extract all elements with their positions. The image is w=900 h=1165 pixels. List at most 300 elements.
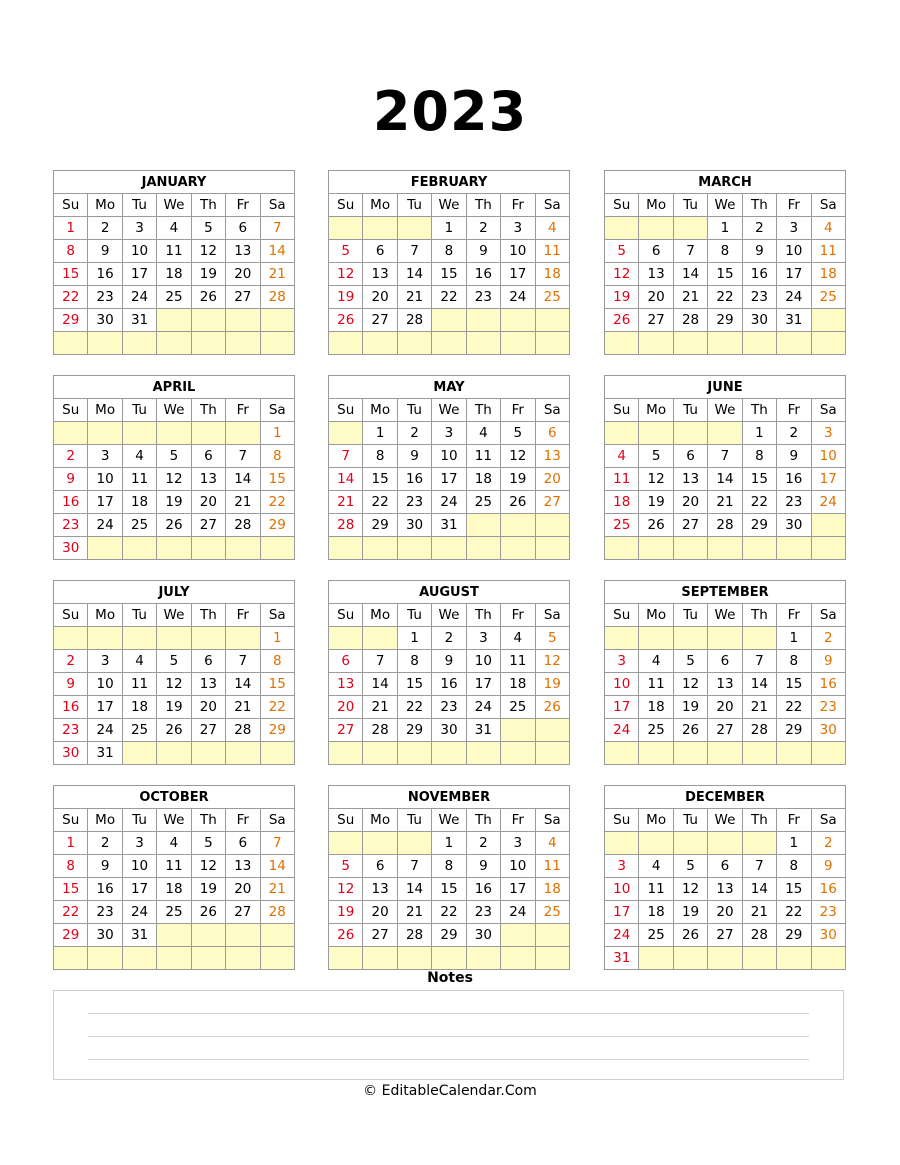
day-cell[interactable]: 10 (466, 650, 500, 673)
day-cell[interactable]: 23 (397, 491, 431, 514)
day-cell[interactable]: 24 (811, 491, 845, 514)
day-cell[interactable]: 14 (226, 468, 260, 491)
day-cell[interactable]: 28 (226, 719, 260, 742)
day-cell[interactable]: 9 (742, 240, 776, 263)
day-cell[interactable]: 14 (397, 263, 431, 286)
day-cell[interactable]: 28 (742, 924, 776, 947)
day-cell[interactable]: 16 (54, 696, 88, 719)
day-cell[interactable]: 14 (742, 673, 776, 696)
day-cell[interactable]: 17 (501, 263, 535, 286)
day-cell[interactable]: 19 (535, 673, 569, 696)
day-cell[interactable]: 2 (88, 217, 122, 240)
day-cell[interactable]: 31 (88, 742, 122, 765)
day-cell[interactable]: 15 (363, 468, 397, 491)
day-cell[interactable]: 1 (260, 422, 294, 445)
day-cell[interactable]: 5 (673, 650, 707, 673)
day-cell[interactable]: 29 (397, 719, 431, 742)
day-cell[interactable]: 31 (466, 719, 500, 742)
day-cell[interactable]: 28 (226, 514, 260, 537)
day-cell[interactable]: 5 (501, 422, 535, 445)
day-cell[interactable]: 17 (605, 901, 639, 924)
day-cell[interactable]: 9 (88, 855, 122, 878)
day-cell[interactable]: 11 (122, 673, 156, 696)
day-cell[interactable]: 14 (708, 468, 742, 491)
day-cell[interactable]: 24 (777, 286, 811, 309)
day-cell[interactable]: 2 (88, 832, 122, 855)
day-cell[interactable]: 18 (501, 673, 535, 696)
day-cell[interactable]: 1 (432, 832, 466, 855)
day-cell[interactable]: 25 (157, 286, 191, 309)
day-cell[interactable]: 4 (639, 855, 673, 878)
day-cell[interactable]: 16 (466, 878, 500, 901)
day-cell[interactable]: 29 (54, 309, 88, 332)
day-cell[interactable]: 29 (260, 514, 294, 537)
day-cell[interactable]: 19 (157, 491, 191, 514)
day-cell[interactable]: 10 (88, 468, 122, 491)
day-cell[interactable]: 10 (432, 445, 466, 468)
day-cell[interactable]: 31 (777, 309, 811, 332)
day-cell[interactable]: 16 (432, 673, 466, 696)
day-cell[interactable]: 20 (191, 696, 225, 719)
day-cell[interactable]: 31 (605, 947, 639, 970)
day-cell[interactable]: 18 (535, 878, 569, 901)
day-cell[interactable]: 16 (811, 878, 845, 901)
day-cell[interactable]: 8 (777, 855, 811, 878)
day-cell[interactable]: 11 (501, 650, 535, 673)
day-cell[interactable]: 28 (363, 719, 397, 742)
day-cell[interactable]: 30 (397, 514, 431, 537)
day-cell[interactable]: 30 (811, 924, 845, 947)
day-cell[interactable]: 17 (122, 263, 156, 286)
day-cell[interactable]: 4 (157, 217, 191, 240)
day-cell[interactable]: 12 (157, 673, 191, 696)
day-cell[interactable]: 10 (777, 240, 811, 263)
day-cell[interactable]: 12 (639, 468, 673, 491)
day-cell[interactable]: 3 (501, 832, 535, 855)
day-cell[interactable]: 9 (54, 468, 88, 491)
day-cell[interactable]: 26 (605, 309, 639, 332)
day-cell[interactable]: 27 (226, 286, 260, 309)
day-cell[interactable]: 7 (363, 650, 397, 673)
day-cell[interactable]: 8 (54, 855, 88, 878)
day-cell[interactable]: 6 (639, 240, 673, 263)
day-cell[interactable]: 7 (742, 855, 776, 878)
day-cell[interactable]: 12 (673, 673, 707, 696)
day-cell[interactable]: 23 (54, 719, 88, 742)
day-cell[interactable]: 4 (157, 832, 191, 855)
day-cell[interactable]: 5 (191, 217, 225, 240)
day-cell[interactable]: 2 (742, 217, 776, 240)
day-cell[interactable]: 31 (122, 309, 156, 332)
day-cell[interactable]: 9 (466, 240, 500, 263)
day-cell[interactable]: 19 (673, 901, 707, 924)
day-cell[interactable]: 28 (708, 514, 742, 537)
day-cell[interactable]: 25 (639, 719, 673, 742)
day-cell[interactable]: 15 (432, 878, 466, 901)
day-cell[interactable]: 9 (811, 855, 845, 878)
day-cell[interactable]: 22 (397, 696, 431, 719)
day-cell[interactable]: 30 (54, 537, 88, 560)
day-cell[interactable]: 17 (88, 491, 122, 514)
day-cell[interactable]: 18 (122, 491, 156, 514)
day-cell[interactable]: 16 (54, 491, 88, 514)
day-cell[interactable]: 2 (54, 650, 88, 673)
day-cell[interactable]: 22 (432, 901, 466, 924)
day-cell[interactable]: 28 (673, 309, 707, 332)
day-cell[interactable]: 22 (742, 491, 776, 514)
day-cell[interactable]: 14 (329, 468, 363, 491)
day-cell[interactable]: 28 (260, 901, 294, 924)
day-cell[interactable]: 19 (191, 878, 225, 901)
day-cell[interactable]: 27 (639, 309, 673, 332)
day-cell[interactable]: 26 (673, 924, 707, 947)
day-cell[interactable]: 27 (535, 491, 569, 514)
day-cell[interactable]: 17 (466, 673, 500, 696)
day-cell[interactable]: 21 (226, 696, 260, 719)
day-cell[interactable]: 26 (501, 491, 535, 514)
day-cell[interactable]: 18 (466, 468, 500, 491)
day-cell[interactable]: 7 (673, 240, 707, 263)
day-cell[interactable]: 8 (54, 240, 88, 263)
day-cell[interactable]: 3 (605, 855, 639, 878)
day-cell[interactable]: 3 (88, 445, 122, 468)
day-cell[interactable]: 7 (708, 445, 742, 468)
day-cell[interactable]: 24 (88, 719, 122, 742)
day-cell[interactable]: 9 (777, 445, 811, 468)
day-cell[interactable]: 21 (260, 878, 294, 901)
day-cell[interactable]: 19 (329, 901, 363, 924)
day-cell[interactable]: 30 (432, 719, 466, 742)
day-cell[interactable]: 7 (260, 217, 294, 240)
day-cell[interactable]: 6 (673, 445, 707, 468)
day-cell[interactable]: 23 (811, 901, 845, 924)
day-cell[interactable]: 18 (535, 263, 569, 286)
day-cell[interactable]: 15 (777, 673, 811, 696)
day-cell[interactable]: 29 (363, 514, 397, 537)
day-cell[interactable]: 6 (708, 650, 742, 673)
day-cell[interactable]: 20 (673, 491, 707, 514)
day-cell[interactable]: 29 (708, 309, 742, 332)
day-cell[interactable]: 20 (708, 901, 742, 924)
day-cell[interactable]: 19 (639, 491, 673, 514)
day-cell[interactable]: 4 (535, 217, 569, 240)
day-cell[interactable]: 13 (191, 673, 225, 696)
day-cell[interactable]: 14 (260, 855, 294, 878)
day-cell[interactable]: 24 (605, 924, 639, 947)
day-cell[interactable]: 27 (191, 514, 225, 537)
day-cell[interactable]: 26 (191, 901, 225, 924)
day-cell[interactable]: 22 (363, 491, 397, 514)
day-cell[interactable]: 5 (329, 855, 363, 878)
day-cell[interactable]: 25 (122, 719, 156, 742)
day-cell[interactable]: 25 (122, 514, 156, 537)
day-cell[interactable]: 22 (260, 491, 294, 514)
day-cell[interactable]: 25 (535, 901, 569, 924)
day-cell[interactable]: 22 (54, 286, 88, 309)
day-cell[interactable]: 15 (777, 878, 811, 901)
day-cell[interactable]: 18 (157, 878, 191, 901)
day-cell[interactable]: 4 (811, 217, 845, 240)
day-cell[interactable]: 12 (191, 855, 225, 878)
day-cell[interactable]: 10 (811, 445, 845, 468)
day-cell[interactable]: 14 (742, 878, 776, 901)
day-cell[interactable]: 25 (501, 696, 535, 719)
day-cell[interactable]: 3 (777, 217, 811, 240)
day-cell[interactable]: 13 (363, 263, 397, 286)
day-cell[interactable]: 12 (501, 445, 535, 468)
day-cell[interactable]: 16 (811, 673, 845, 696)
day-cell[interactable]: 10 (501, 240, 535, 263)
day-cell[interactable]: 24 (605, 719, 639, 742)
day-cell[interactable]: 22 (432, 286, 466, 309)
day-cell[interactable]: 23 (54, 514, 88, 537)
day-cell[interactable]: 8 (260, 650, 294, 673)
day-cell[interactable]: 16 (88, 878, 122, 901)
day-cell[interactable]: 4 (639, 650, 673, 673)
day-cell[interactable]: 10 (88, 673, 122, 696)
day-cell[interactable]: 5 (157, 445, 191, 468)
day-cell[interactable]: 22 (708, 286, 742, 309)
day-cell[interactable]: 6 (191, 445, 225, 468)
day-cell[interactable]: 24 (501, 901, 535, 924)
day-cell[interactable]: 22 (54, 901, 88, 924)
day-cell[interactable]: 28 (397, 309, 431, 332)
day-cell[interactable]: 21 (742, 696, 776, 719)
day-cell[interactable]: 29 (777, 719, 811, 742)
day-cell[interactable]: 22 (777, 696, 811, 719)
day-cell[interactable]: 6 (708, 855, 742, 878)
day-cell[interactable]: 12 (605, 263, 639, 286)
day-cell[interactable]: 19 (605, 286, 639, 309)
day-cell[interactable]: 10 (605, 673, 639, 696)
day-cell[interactable]: 5 (329, 240, 363, 263)
day-cell[interactable]: 20 (639, 286, 673, 309)
day-cell[interactable]: 4 (466, 422, 500, 445)
day-cell[interactable]: 27 (673, 514, 707, 537)
day-cell[interactable]: 13 (535, 445, 569, 468)
day-cell[interactable]: 30 (466, 924, 500, 947)
day-cell[interactable]: 25 (466, 491, 500, 514)
day-cell[interactable]: 3 (432, 422, 466, 445)
day-cell[interactable]: 8 (397, 650, 431, 673)
day-cell[interactable]: 8 (363, 445, 397, 468)
day-cell[interactable]: 3 (501, 217, 535, 240)
day-cell[interactable]: 24 (432, 491, 466, 514)
day-cell[interactable]: 1 (363, 422, 397, 445)
day-cell[interactable]: 25 (605, 514, 639, 537)
day-cell[interactable]: 18 (122, 696, 156, 719)
day-cell[interactable]: 16 (777, 468, 811, 491)
day-cell[interactable]: 11 (157, 240, 191, 263)
day-cell[interactable]: 18 (157, 263, 191, 286)
day-cell[interactable]: 10 (501, 855, 535, 878)
day-cell[interactable]: 11 (639, 878, 673, 901)
day-cell[interactable]: 5 (605, 240, 639, 263)
day-cell[interactable]: 11 (639, 673, 673, 696)
day-cell[interactable]: 18 (605, 491, 639, 514)
day-cell[interactable]: 2 (466, 832, 500, 855)
day-cell[interactable]: 13 (329, 673, 363, 696)
day-cell[interactable]: 15 (432, 263, 466, 286)
day-cell[interactable]: 11 (122, 468, 156, 491)
day-cell[interactable]: 28 (742, 719, 776, 742)
day-cell[interactable]: 11 (535, 240, 569, 263)
day-cell[interactable]: 22 (260, 696, 294, 719)
day-cell[interactable]: 11 (466, 445, 500, 468)
day-cell[interactable]: 22 (777, 901, 811, 924)
day-cell[interactable]: 6 (329, 650, 363, 673)
day-cell[interactable]: 24 (501, 286, 535, 309)
day-cell[interactable]: 4 (605, 445, 639, 468)
day-cell[interactable]: 23 (811, 696, 845, 719)
day-cell[interactable]: 20 (363, 286, 397, 309)
day-cell[interactable]: 23 (432, 696, 466, 719)
day-cell[interactable]: 12 (157, 468, 191, 491)
day-cell[interactable]: 23 (466, 901, 500, 924)
day-cell[interactable]: 21 (329, 491, 363, 514)
day-cell[interactable]: 29 (777, 924, 811, 947)
day-cell[interactable]: 12 (329, 878, 363, 901)
day-cell[interactable]: 6 (363, 855, 397, 878)
day-cell[interactable]: 17 (777, 263, 811, 286)
day-cell[interactable]: 26 (329, 309, 363, 332)
day-cell[interactable]: 19 (157, 696, 191, 719)
day-cell[interactable]: 29 (432, 924, 466, 947)
day-cell[interactable]: 7 (397, 855, 431, 878)
day-cell[interactable]: 23 (88, 286, 122, 309)
day-cell[interactable]: 21 (397, 901, 431, 924)
day-cell[interactable]: 14 (260, 240, 294, 263)
day-cell[interactable]: 7 (226, 445, 260, 468)
day-cell[interactable]: 30 (88, 309, 122, 332)
day-cell[interactable]: 27 (363, 309, 397, 332)
day-cell[interactable]: 1 (742, 422, 776, 445)
day-cell[interactable]: 3 (122, 832, 156, 855)
day-cell[interactable]: 13 (708, 878, 742, 901)
day-cell[interactable]: 10 (122, 240, 156, 263)
day-cell[interactable]: 4 (122, 445, 156, 468)
day-cell[interactable]: 6 (226, 832, 260, 855)
day-cell[interactable]: 25 (639, 924, 673, 947)
day-cell[interactable]: 13 (639, 263, 673, 286)
day-cell[interactable]: 12 (191, 240, 225, 263)
day-cell[interactable]: 13 (226, 855, 260, 878)
day-cell[interactable]: 1 (777, 627, 811, 650)
day-cell[interactable]: 26 (157, 514, 191, 537)
day-cell[interactable]: 12 (673, 878, 707, 901)
day-cell[interactable]: 17 (811, 468, 845, 491)
day-cell[interactable]: 30 (811, 719, 845, 742)
day-cell[interactable]: 27 (363, 924, 397, 947)
day-cell[interactable]: 9 (88, 240, 122, 263)
day-cell[interactable]: 16 (466, 263, 500, 286)
day-cell[interactable]: 20 (226, 878, 260, 901)
day-cell[interactable]: 2 (777, 422, 811, 445)
day-cell[interactable]: 1 (777, 832, 811, 855)
day-cell[interactable]: 31 (122, 924, 156, 947)
day-cell[interactable]: 8 (777, 650, 811, 673)
day-cell[interactable]: 11 (605, 468, 639, 491)
day-cell[interactable]: 2 (432, 627, 466, 650)
day-cell[interactable]: 17 (501, 878, 535, 901)
day-cell[interactable]: 10 (605, 878, 639, 901)
notes-box[interactable] (53, 990, 844, 1080)
day-cell[interactable]: 12 (329, 263, 363, 286)
day-cell[interactable]: 13 (673, 468, 707, 491)
day-cell[interactable]: 18 (639, 696, 673, 719)
day-cell[interactable]: 1 (54, 832, 88, 855)
day-cell[interactable]: 7 (329, 445, 363, 468)
day-cell[interactable]: 18 (639, 901, 673, 924)
day-cell[interactable]: 24 (122, 286, 156, 309)
day-cell[interactable]: 16 (742, 263, 776, 286)
day-cell[interactable]: 20 (329, 696, 363, 719)
day-cell[interactable]: 26 (191, 286, 225, 309)
day-cell[interactable]: 9 (466, 855, 500, 878)
day-cell[interactable]: 4 (122, 650, 156, 673)
day-cell[interactable]: 27 (329, 719, 363, 742)
day-cell[interactable]: 24 (122, 901, 156, 924)
day-cell[interactable]: 21 (260, 263, 294, 286)
day-cell[interactable]: 14 (673, 263, 707, 286)
day-cell[interactable]: 25 (157, 901, 191, 924)
day-cell[interactable]: 5 (673, 855, 707, 878)
day-cell[interactable]: 23 (88, 901, 122, 924)
day-cell[interactable]: 3 (122, 217, 156, 240)
day-cell[interactable]: 5 (191, 832, 225, 855)
day-cell[interactable]: 19 (329, 286, 363, 309)
day-cell[interactable]: 23 (742, 286, 776, 309)
day-cell[interactable]: 6 (226, 217, 260, 240)
day-cell[interactable]: 21 (397, 286, 431, 309)
day-cell[interactable]: 11 (535, 855, 569, 878)
day-cell[interactable]: 26 (329, 924, 363, 947)
day-cell[interactable]: 5 (639, 445, 673, 468)
day-cell[interactable]: 5 (157, 650, 191, 673)
day-cell[interactable]: 6 (191, 650, 225, 673)
day-cell[interactable]: 17 (122, 878, 156, 901)
day-cell[interactable]: 3 (811, 422, 845, 445)
day-cell[interactable]: 19 (501, 468, 535, 491)
day-cell[interactable]: 25 (535, 286, 569, 309)
day-cell[interactable]: 11 (157, 855, 191, 878)
day-cell[interactable]: 11 (811, 240, 845, 263)
day-cell[interactable]: 17 (432, 468, 466, 491)
day-cell[interactable]: 3 (605, 650, 639, 673)
day-cell[interactable]: 1 (260, 627, 294, 650)
day-cell[interactable]: 15 (397, 673, 431, 696)
day-cell[interactable]: 29 (742, 514, 776, 537)
day-cell[interactable]: 9 (397, 445, 431, 468)
day-cell[interactable]: 13 (363, 878, 397, 901)
day-cell[interactable]: 13 (708, 673, 742, 696)
day-cell[interactable]: 18 (811, 263, 845, 286)
day-cell[interactable]: 8 (432, 240, 466, 263)
day-cell[interactable]: 15 (54, 878, 88, 901)
day-cell[interactable]: 27 (708, 924, 742, 947)
day-cell[interactable]: 23 (777, 491, 811, 514)
day-cell[interactable]: 4 (535, 832, 569, 855)
day-cell[interactable]: 7 (742, 650, 776, 673)
day-cell[interactable]: 13 (191, 468, 225, 491)
day-cell[interactable]: 27 (708, 719, 742, 742)
day-cell[interactable]: 4 (501, 627, 535, 650)
day-cell[interactable]: 15 (708, 263, 742, 286)
day-cell[interactable]: 30 (88, 924, 122, 947)
day-cell[interactable]: 16 (88, 263, 122, 286)
day-cell[interactable]: 28 (260, 286, 294, 309)
day-cell[interactable]: 31 (432, 514, 466, 537)
